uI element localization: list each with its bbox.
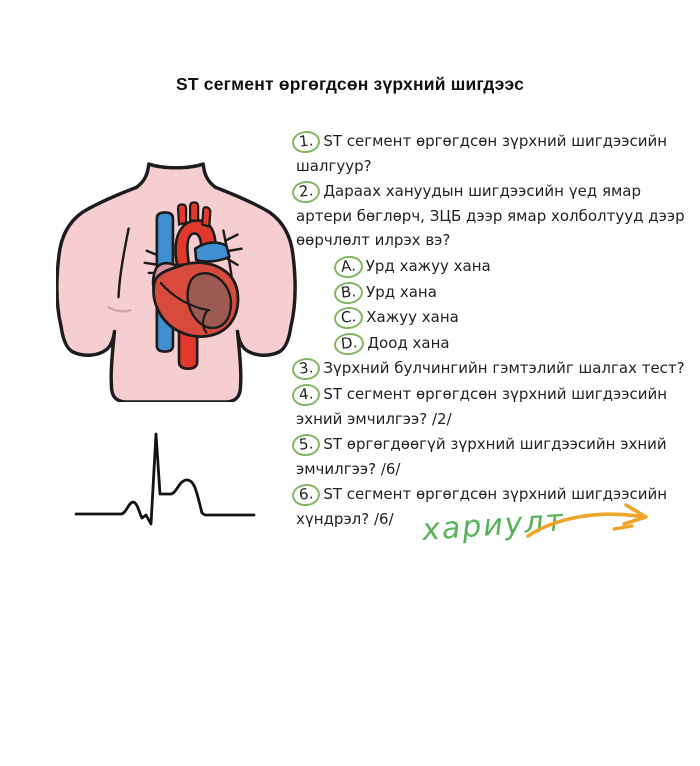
page-title: ST сегмент өргөгдсөн зүрхний шигдээс [175, 74, 525, 94]
pulmonary-artery [195, 243, 229, 262]
circled-marker: B. [333, 280, 364, 305]
arrow-svg [520, 496, 660, 544]
answer-option [296, 254, 694, 279]
aortic-branch-1 [178, 204, 186, 224]
question-item [296, 179, 694, 253]
answer-option [296, 305, 694, 330]
question-list [296, 129, 694, 533]
question-item [296, 382, 694, 431]
arrow-shaft [528, 514, 644, 536]
circled-marker: 2. [291, 180, 321, 205]
question-text: ST сегмент өргөгдсөн зүрхний шигдээсийн хүндрэл? /6/ [296, 485, 668, 528]
question-item [296, 432, 694, 481]
aortic-branch-2 [190, 202, 198, 220]
question-text: ST сегмент өргөгдсөн зүрхний шигдээсийн эхний эмчилгээ? /2/ [296, 384, 668, 428]
ecg-svg [70, 424, 260, 528]
circled-marker: 3. [291, 357, 321, 382]
circled-marker: 4. [291, 383, 321, 408]
question-item [296, 129, 694, 178]
answer-option [296, 280, 694, 305]
circled-marker: 6. [291, 483, 321, 508]
option-text: Урд хажуу хана [365, 256, 491, 275]
question-text: Зүрхний булчингийн гэмтэлийг шалгах тест? [323, 359, 685, 378]
option-text: Хажуу хана [366, 308, 459, 327]
circled-marker: C. [333, 306, 364, 331]
torso-heart-illustration [56, 160, 298, 402]
question-text: Дараах хануудын шигдээсийн үед ямар артери бөглөрч, ЗЦБ дээр ямар холболтууд дээр өөрчлөлт илрэх вэ? [296, 182, 685, 250]
circled-marker: 1. [291, 130, 321, 155]
circled-marker: 5. [291, 433, 321, 458]
torso-heart-svg [56, 160, 298, 402]
handwritten-answer-label: хариулт [420, 503, 567, 548]
question-text: ST сегмент өргөгдсөн зүрхний шигдээсийн шалгуур? [296, 132, 668, 175]
arrow-icon [520, 496, 660, 544]
option-text: Доод хана [367, 333, 450, 352]
ecg-waveform [76, 434, 254, 524]
aortic-branch-3 [202, 207, 210, 226]
ecg-trace-illustration [70, 424, 260, 528]
circled-marker: D. [333, 331, 365, 356]
answer-option [296, 331, 694, 356]
option-text: Урд хана [366, 282, 437, 301]
question-text: ST өргөгдөөгүй зүрхний шигдээсийн эхний эмчилгээ? /6/ [296, 435, 667, 478]
question-item [296, 356, 694, 381]
circled-marker: A. [333, 255, 364, 280]
arrow-head-dash [614, 526, 632, 529]
